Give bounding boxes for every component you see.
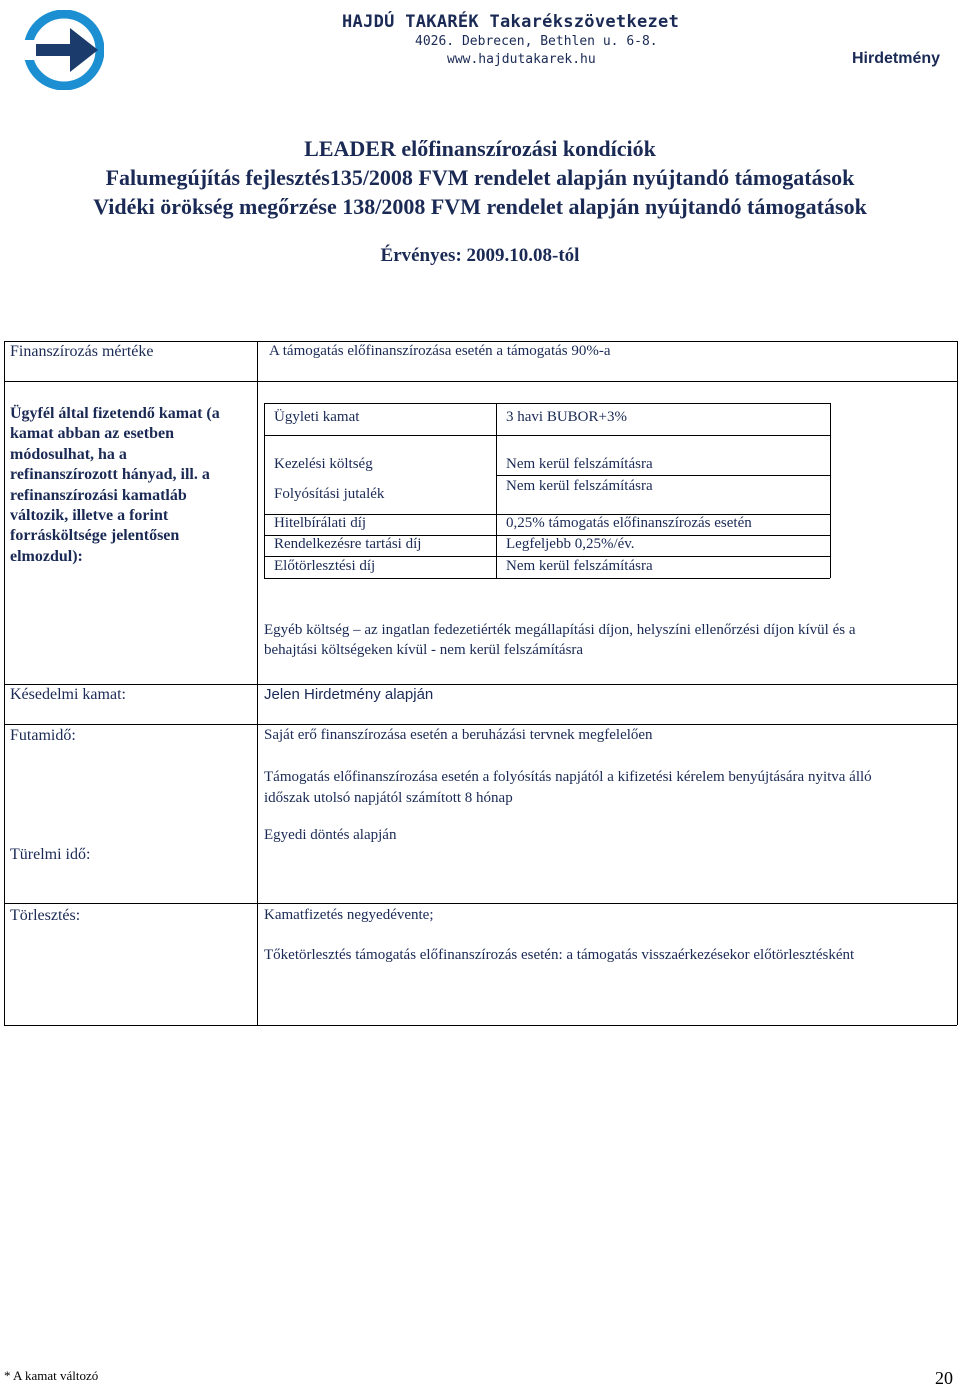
title-line-3: Vidéki örökség megőrzése 138/2008 FVM rendelet alapján nyújtandó támogatások (93, 194, 867, 219)
term-value-own-funds: Saját erő finanszírozása esetén a beruházási tervnek megfelelően (264, 727, 653, 743)
grace-value: Egyedi döntés alapján (264, 827, 397, 843)
arrow-circle-logo-icon (24, 10, 104, 90)
company-address: 4026. Debrecen, Bethlen u. 6-8. (415, 34, 658, 49)
company-name: HAJDÚ TAKARÉK Takarékszövetkezet (342, 12, 680, 32)
fee-value-disbursement-commission: Nem kerül felszámításra (506, 478, 653, 494)
title-line-1: LEADER előfinanszírozási kondíciók (304, 136, 656, 161)
fee-value-handling-cost: Nem kerül felszámításra (506, 456, 653, 472)
late-interest-label: Késedelmi kamat: (10, 686, 126, 703)
term-value-subsidy: Támogatás előfinanszírozása esetén a folyósítás napjától a kifizetési kérelem benyújtására nyitva álló időszak utolsó napjától számított 8 hónap (264, 769, 872, 806)
document-type: Hirdetmény (852, 50, 941, 67)
repayment-interest: Kamatfizetés negyedévente; (264, 907, 434, 923)
fee-value-credit-assessment: 0,25% támogatás előfinanszírozás esetén (506, 515, 752, 531)
footnote: * A kamat változó (4, 1368, 99, 1383)
grace-label: Türelmi idő: (10, 846, 91, 863)
interest-label: Ügyfél által fizetendő kamat (a kamat abban az esetben módosulhat, ha a refinanszírozott hányad, ill. a refinanszírozási kamatláb változik, illetve a forint forrásköltsége jelentősen elmozdul): (10, 405, 220, 565)
fee-name-transaction-interest: Ügyleti kamat (274, 409, 360, 425)
valid-from: Érvényes: 2009.10.08-tól (380, 245, 580, 266)
repayment-principal: Tőketörlesztés támogatás előfinanszírozás esetén: a támogatás visszaérkezésekor előtörlesztésként (264, 947, 855, 963)
late-interest-value: Jelen Hirdetmény alapján (264, 686, 434, 703)
fee-name-disbursement-commission: Folyósítási jutalék (274, 486, 385, 502)
other-cost-note: Egyéb költség – az ingatlan fedezetiérték megállapítási díjon, helyszíni ellenőrzési díjon kívül és a behajtási költségeken kívül - nem kerül felszámításra (264, 622, 856, 658)
fee-value-transaction-interest: 3 havi BUBOR+3% (506, 409, 627, 425)
title-line-2: Falumegújítás fejlesztés135/2008 FVM rendelet alapján nyújtandó támogatások (105, 165, 855, 190)
term-label: Futamidő: (10, 727, 76, 744)
finance-rate-label: Finanszírozás mértéke (10, 343, 154, 360)
repayment-label: Törlesztés: (10, 907, 81, 924)
finance-rate-value: A támogatás előfinanszírozása esetén a támogatás 90%-a (269, 343, 611, 359)
fee-value-commitment-fee: Legfeljebb 0,25%/év. (506, 536, 635, 552)
fee-name-commitment-fee: Rendelkezésre tartási díj (274, 536, 422, 552)
fee-value-prepayment-fee: Nem kerül felszámításra (506, 558, 653, 574)
company-website-link[interactable]: www.hajdutakarek.hu (447, 52, 596, 67)
fee-name-handling-cost: Kezelési költség (274, 456, 373, 472)
fee-name-prepayment-fee: Előtörlesztési díj (274, 558, 376, 574)
page-number: 20 (935, 1368, 953, 1388)
fee-name-credit-assessment: Hitelbírálati díj (274, 515, 367, 531)
